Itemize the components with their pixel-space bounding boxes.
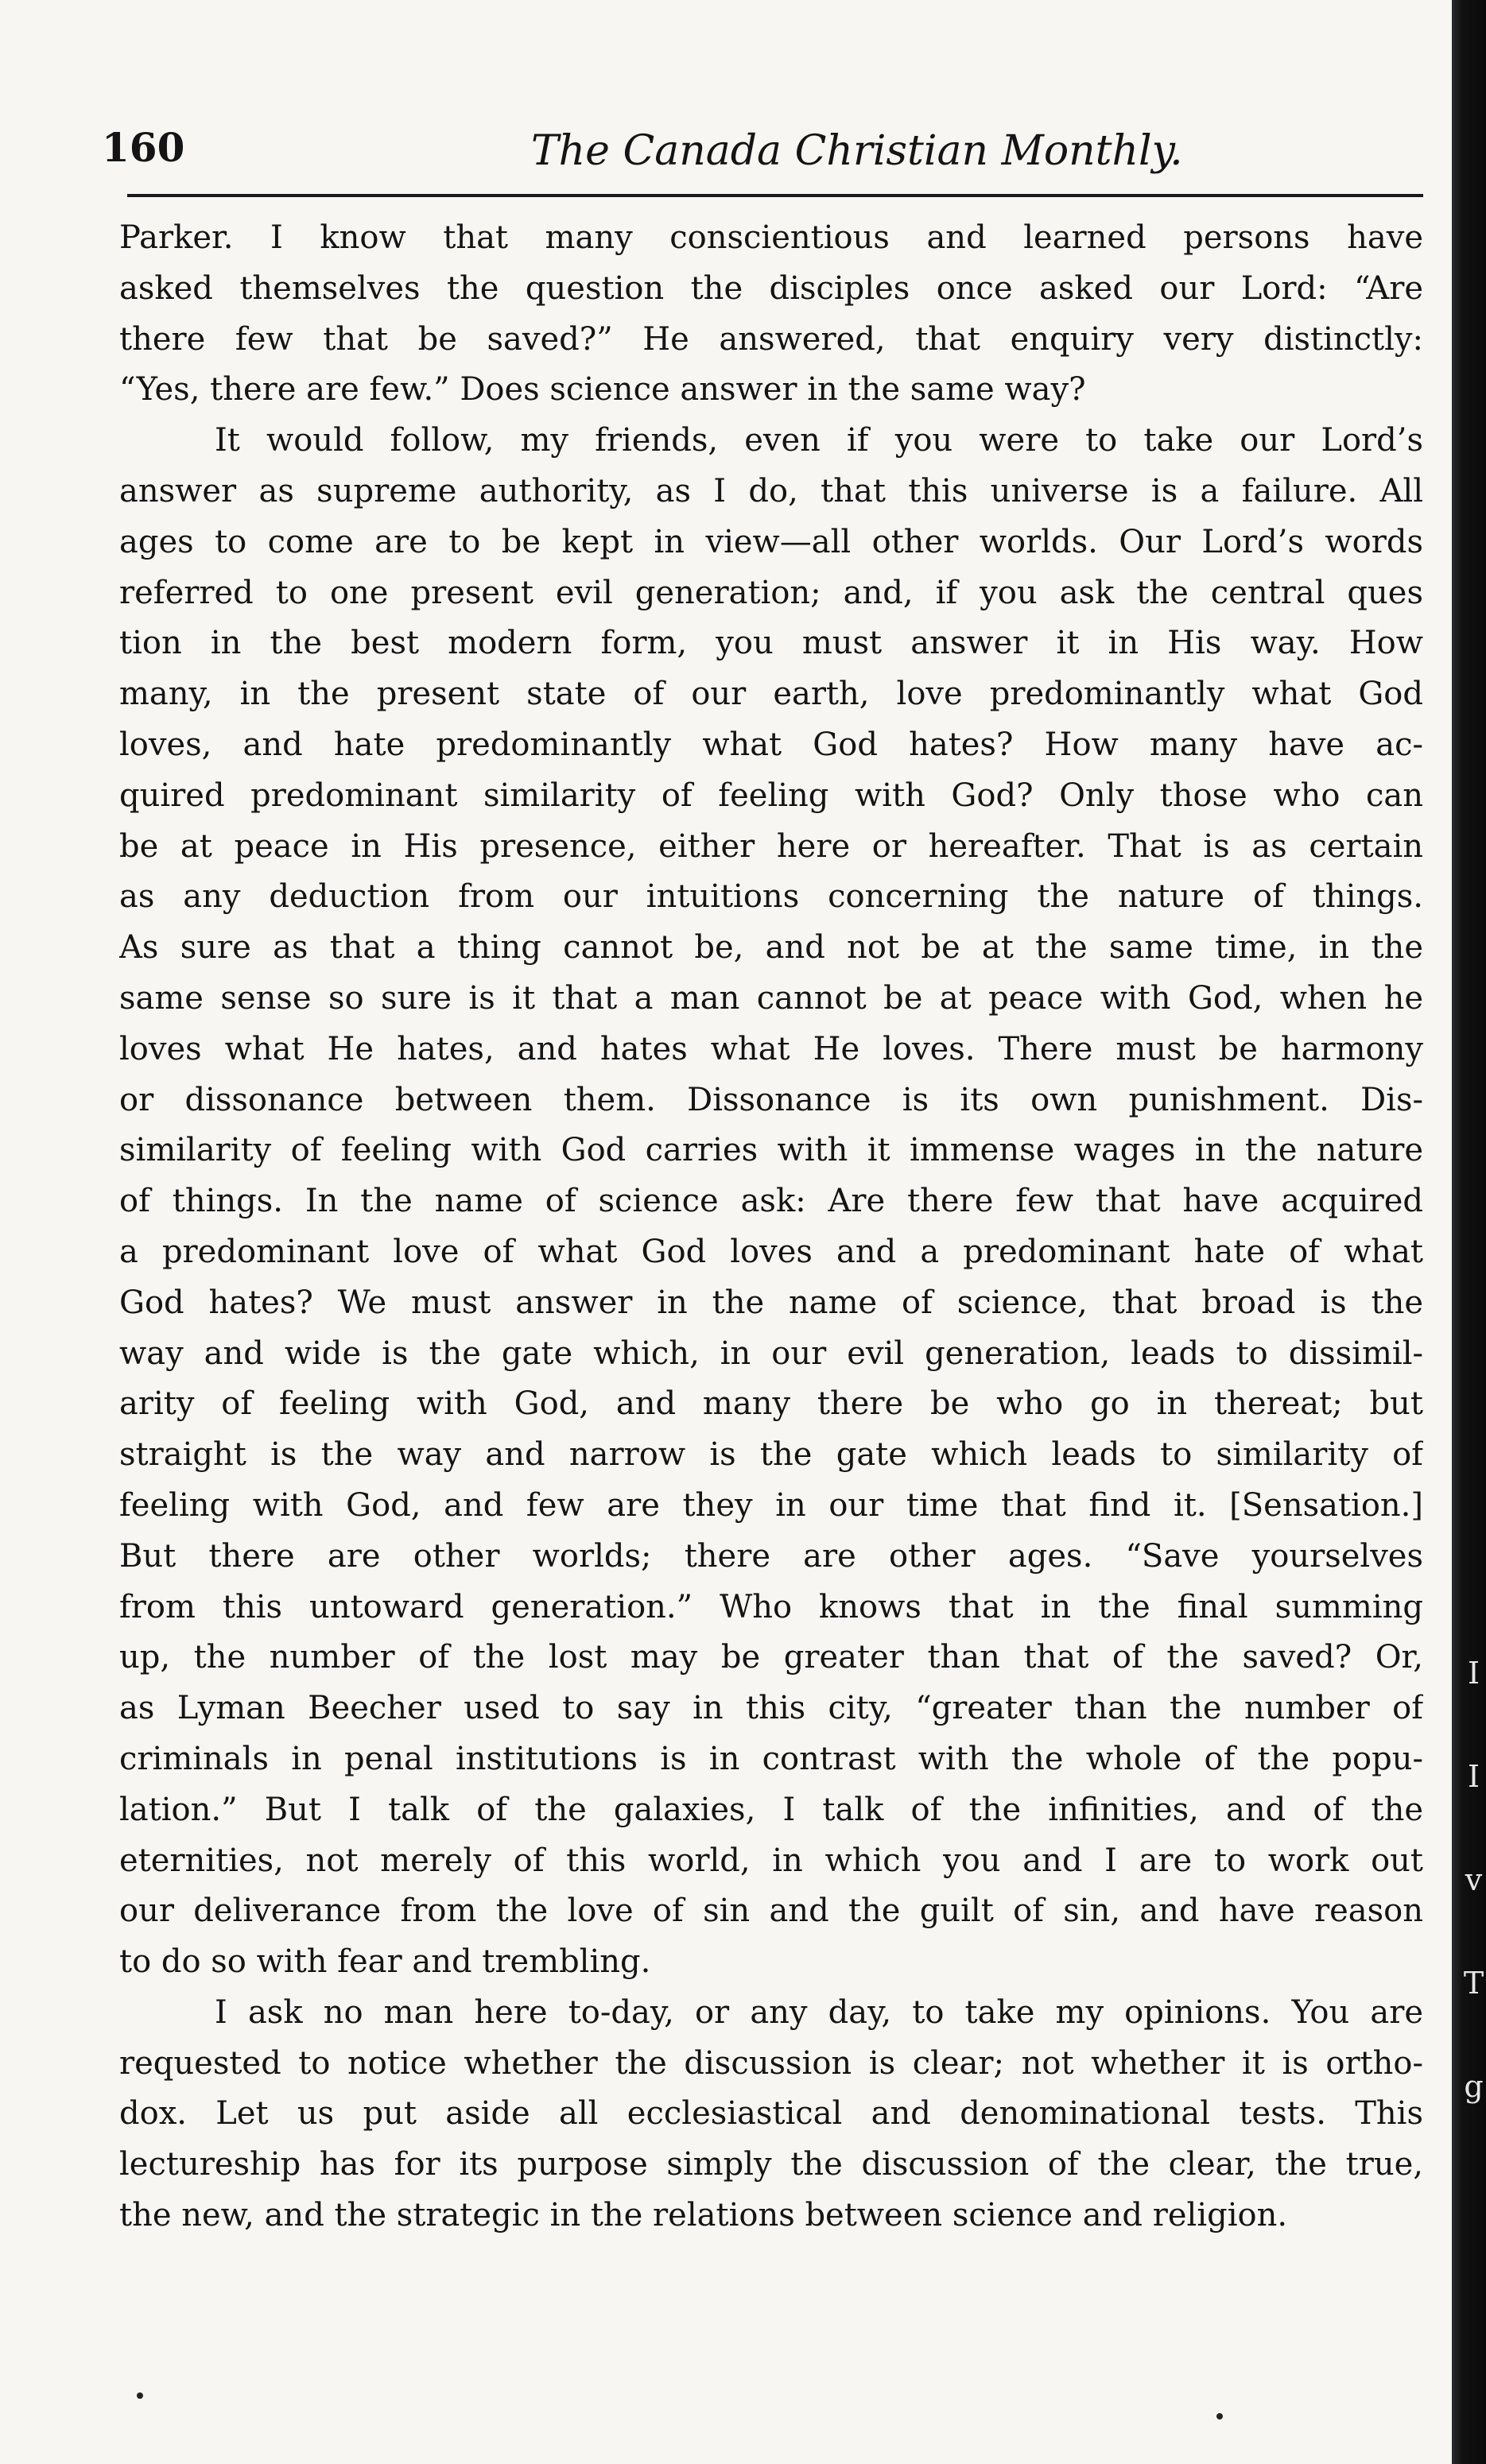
text-line: many, in the present state of our earth, love predominantly what God xyxy=(119,676,1423,713)
text-line: to do so with fear and trembling. xyxy=(119,1943,651,1981)
text-line: way and wide is the gate which, in our evil generation, leads to dissimil- xyxy=(119,1335,1423,1372)
speck xyxy=(137,2392,143,2399)
text-line: the new, and the strategic in the relations between science and religion. xyxy=(119,2197,1288,2234)
text-line: be at peace in His presence, either here or hereafter. That is as certain xyxy=(119,827,1423,865)
header-rule xyxy=(127,194,1423,197)
text-line: loves what He hates, and hates what He loves. There must be harmony xyxy=(119,1030,1423,1067)
paragraph xyxy=(119,213,1423,416)
edge-fragment: v xyxy=(1465,1862,1483,1897)
paragraph xyxy=(119,1988,1423,2241)
text-line: as Lyman Beecher used to say in this city, “greater than the number of xyxy=(119,1690,1423,1727)
text-line: referred to one present evil generation; and, if you ask the central ques xyxy=(119,574,1423,611)
text-line: straight is the way and narrow is the gate which leads to similarity of xyxy=(119,1436,1423,1474)
body-text xyxy=(119,213,1423,2241)
text-line: from this untoward generation.” Who knows that in the final summing xyxy=(119,1588,1423,1625)
text-line: “Yes, there are few.” Does science answer in the same way? xyxy=(119,371,1086,409)
speck xyxy=(1216,2413,1223,2419)
text-line: But there are other worlds; there are other ages. “Save yourselves xyxy=(119,1537,1423,1575)
text-line: God hates? We must answer in the name of science, that broad is the xyxy=(119,1284,1423,1321)
text-line: requested to notice whether the discussion is clear; not whether it is ortho- xyxy=(119,2044,1423,2082)
text-line: dox. Let us put aside all ecclesiastical and denominational tests. This xyxy=(119,2095,1423,2133)
page-number: 160 xyxy=(102,124,185,171)
running-title: The Canada Christian Monthly. xyxy=(531,127,1183,175)
text-line: tion in the best modern form, you must answer it in His way. How xyxy=(119,625,1423,662)
text-line: there few that be saved?” He answered, that enquiry very distinctly: xyxy=(119,320,1423,358)
text-line: loves, and hate predominantly what God hates? How many have ac- xyxy=(119,726,1423,763)
text-line: of things. In the name of science ask: Are there few that have acquired xyxy=(119,1183,1423,1220)
edge-fragments xyxy=(1461,1621,1486,2138)
page-header xyxy=(102,119,1183,183)
edge-fragment: g xyxy=(1464,2069,1484,2104)
text-line: lation.” But I talk of the galaxies, I talk of the infinities, and of the xyxy=(119,1791,1423,1828)
text-line: ages to come are to be kept in view—all other worlds. Our Lord’s words xyxy=(119,523,1423,560)
text-line: As sure as that a thing cannot be, and not be at the same time, in the xyxy=(119,929,1423,967)
text-line: It would follow, my friends, even if you were to take our Lord’s xyxy=(215,422,1423,459)
text-line: answer as supreme authority, as I do, that this universe is a failure. All xyxy=(119,472,1423,509)
edge-fragment: T xyxy=(1463,1966,1484,2001)
text-line: arity of feeling with God, and many there be who go in thereat; but xyxy=(119,1385,1423,1423)
text-line: quired predominant similarity of feeling with God? Only those who can xyxy=(119,777,1423,814)
text-line: eternities, not merely of this world, in which you and I are to work out xyxy=(119,1842,1423,1879)
text-line: criminals in penal institutions is in contrast with the whole of the popu- xyxy=(119,1740,1423,1777)
text-line: Parker. I know that many conscientious and learned persons have xyxy=(119,219,1423,256)
text-line: feeling with God, and few are they in our time that find it. [Sensation.] xyxy=(119,1486,1423,1524)
edge-fragment: I xyxy=(1467,1656,1480,1691)
text-line: a predominant love of what God loves and a predominant hate of what xyxy=(119,1233,1423,1270)
text-line: or dissonance between them. Dissonance is its own punishment. Dis- xyxy=(119,1081,1423,1118)
text-line: lectureship has for its purpose simply the discussion of the clear, the true, xyxy=(119,2146,1423,2183)
paragraph xyxy=(119,416,1423,1988)
text-line: up, the number of the lost may be greater than that of the saved? Or, xyxy=(119,1639,1423,1676)
text-line: our deliverance from the love of sin and the guilt of sin, and have reason xyxy=(119,1893,1423,1930)
text-line: same sense so sure is it that a man cannot be at peace with God, when he xyxy=(119,979,1423,1017)
text-line: as any deduction from our intuitions concerning the nature of things. xyxy=(119,878,1423,916)
text-line: similarity of feeling with God carries with it immense wages in the nature xyxy=(119,1132,1423,1169)
text-line: I ask no man here to-day, or any day, to take my opinions. You are xyxy=(215,1993,1423,2031)
edge-fragment: I xyxy=(1467,1759,1480,1794)
text-line: asked themselves the question the disciples once asked our Lord: “Are xyxy=(119,269,1423,307)
